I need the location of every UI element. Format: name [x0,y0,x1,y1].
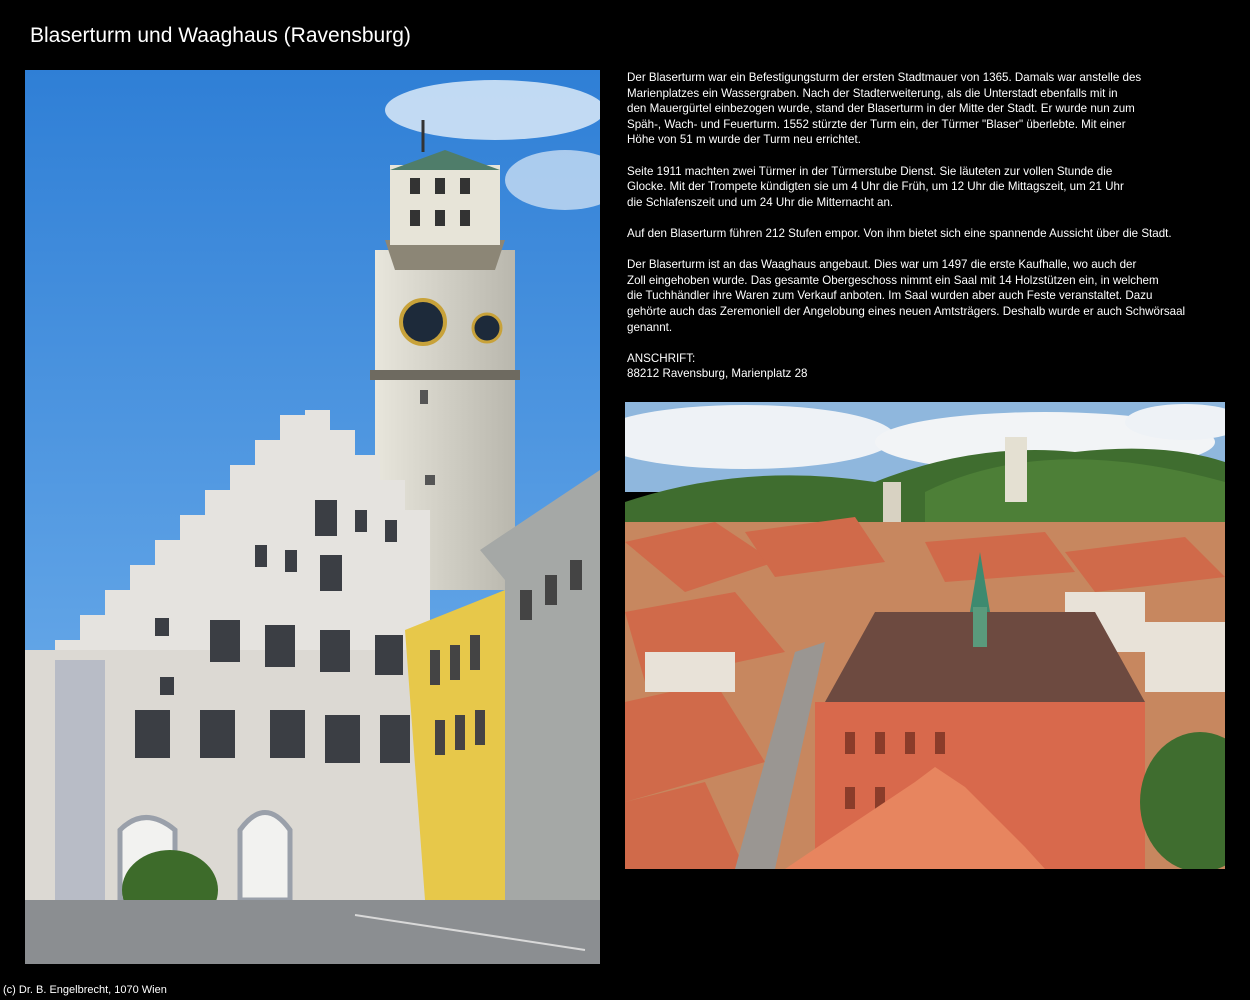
address-block [627,351,1217,382]
paragraph-tuermer: Seite 1911 machten zwei Türmer in der Türmerstube Dienst. Sie läuteten zur vollen Stunde die Glocke. Mit der Trompete kündigten sie um 4 Uhr die Früh, um 12 Uhr die Mittagszeit, um 21 Uhr die Schlafenszeit und um 24 Uhr die Mitternacht an. [627,164,1124,209]
paragraph-stufen: Auf den Blaserturm führen 212 Stufen empor. Von ihm bietet sich eine spannende Aussicht über die Stadt. [627,226,1172,240]
description-text [627,70,1217,382]
photo-blaserturm-waaghaus [25,70,600,964]
paragraph-waaghaus: Der Blaserturm ist an das Waaghaus angebaut. Dies war um 1497 die erste Kaufhalle, wo auch der Zoll eingehoben wurde. Das gesamte Obergeschoss nimmt ein Saal mit 14 Holzstützen ein, in welchem die Tuchhändler ihre Waren zum Verkauf anboten. Im Saal wurden aber auch Feste veranstaltet. Dazu gehörte auch das Zeremoniell der Angelobung eines neuen Amtsträgers. Deshalb wurde er auch Schwörsaal genannt. [627,258,1186,334]
paragraph-history: Der Blaserturm war ein Befestigungsturm der ersten Stadtmauer von 1365. Damals war anstelle des Marienplatzes ein Wassergraben. Nach der Stadterweiterung, als die Unterstadt ebenfalls mit in den Mauergürtel einbezogen wurde, stand der Blaserturm in der Mitte der Stadt. Er wurde nun zum Späh-, Wach- und Feuerturm. 1552 stürzte der Turm ein, der Türmer "Blaser" überlebte. Mit einer Höhe von 51 m wurde der Turm neu errichtet. [627,71,1142,147]
photo-city-view [625,402,1225,869]
photo-blaserturm-illustration [25,70,600,964]
address-value: 88212 Ravensburg, Marienplatz 28 [627,367,808,381]
page-title: Blaserturm und Waaghaus (Ravensburg) [30,24,411,47]
copyright-footer: (c) Dr. B. Engelbrecht, 1070 Wien [3,984,167,996]
address-label: ANSCHRIFT: [627,351,696,365]
photo-city-view-illustration [625,402,1225,869]
